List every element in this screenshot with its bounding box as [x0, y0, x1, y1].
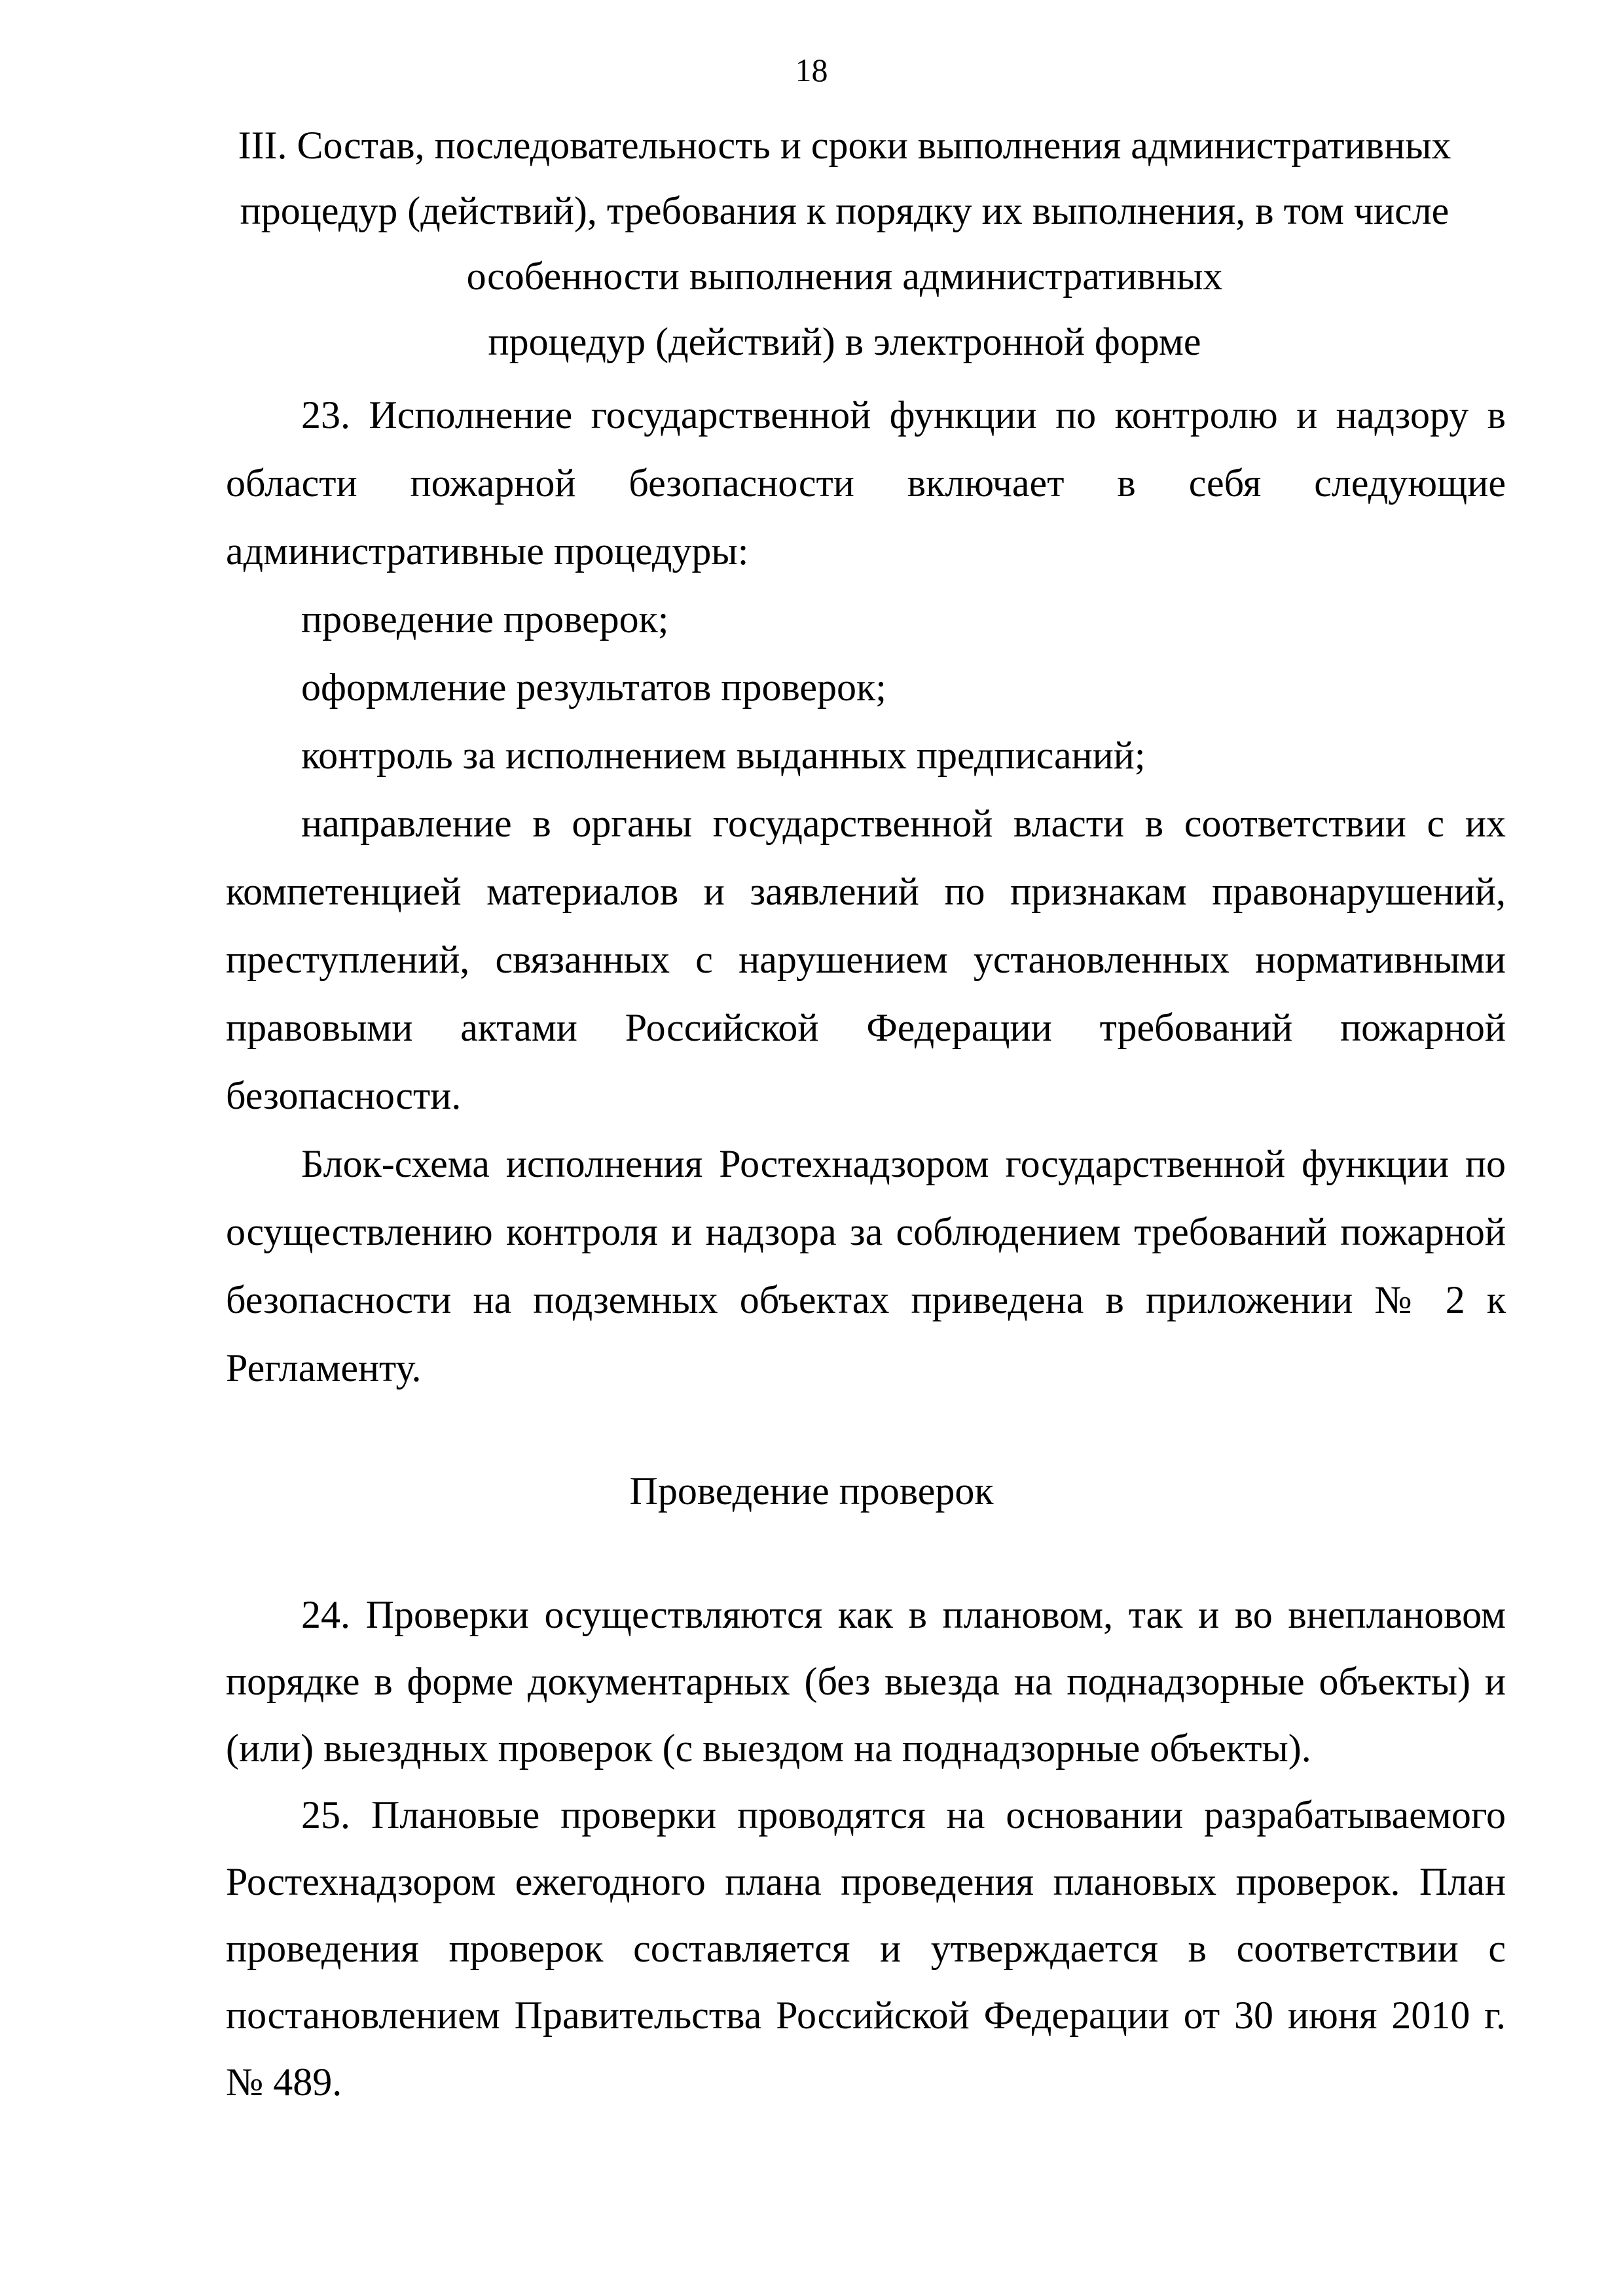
section-heading — [223, 113, 1467, 374]
item-24-text: 24. Проверки осуществляются как в плановом, так и во внеплановом порядке в форме документарных (без выезда на поднадзорные объекты) и (или) выездных проверок (с выездом на поднадзорные объекты). — [226, 1593, 1506, 1770]
section-heading-line: особенности выполнения административных — [466, 255, 1223, 298]
items-24-25-block — [226, 1581, 1506, 2115]
item-23-intro: 23. Исполнение государственной функции по контролю и надзору в области пожарной безопасности включает в себя следующие административные процедуры: — [226, 393, 1506, 573]
section-heading-line: III. Состав, последовательность и сроки выполнения административных — [238, 124, 1451, 167]
page-number: 18 — [795, 52, 828, 88]
subsection-title: Проведение проверок — [629, 1469, 994, 1513]
procedure-item: оформление результатов проверок; — [301, 666, 886, 709]
procedure-item: проведение проверок; — [301, 598, 669, 641]
block-scheme-note: Блок-схема исполнения Ростехнадзором государственной функции по осуществлению контроля и надзора за соблюдением требований пожарной безопасности на подземных объектах приведена в приложении № 2 к Регламенту. — [226, 1142, 1506, 1390]
item-23-block — [226, 381, 1506, 1402]
procedure-item-last: направление в органы государственной власти в соответствии с их компетенцией материалов и заявлений по признакам правонарушений, преступлений, связанных с нарушением установленных нормативными правовыми актами Российской Федерации требований пожарной безопасности. — [226, 802, 1506, 1117]
section-heading-line: процедур (действий), требования к порядку их выполнения, в том числе — [240, 189, 1450, 232]
section-heading-line: процедур (действий) в электронной форме — [488, 320, 1201, 363]
procedure-item: контроль за исполнением выданных предписаний; — [301, 734, 1146, 777]
item-25-text: 25. Плановые проверки проводятся на основании разрабатываемого Ростехнадзором ежегодного плана проведения плановых проверок. План проведения проверок составляется и утверждается в соответствии с постановлением Правительства Российской Федерации от 30 июня 2010 г. № 489. — [226, 1793, 1506, 2104]
